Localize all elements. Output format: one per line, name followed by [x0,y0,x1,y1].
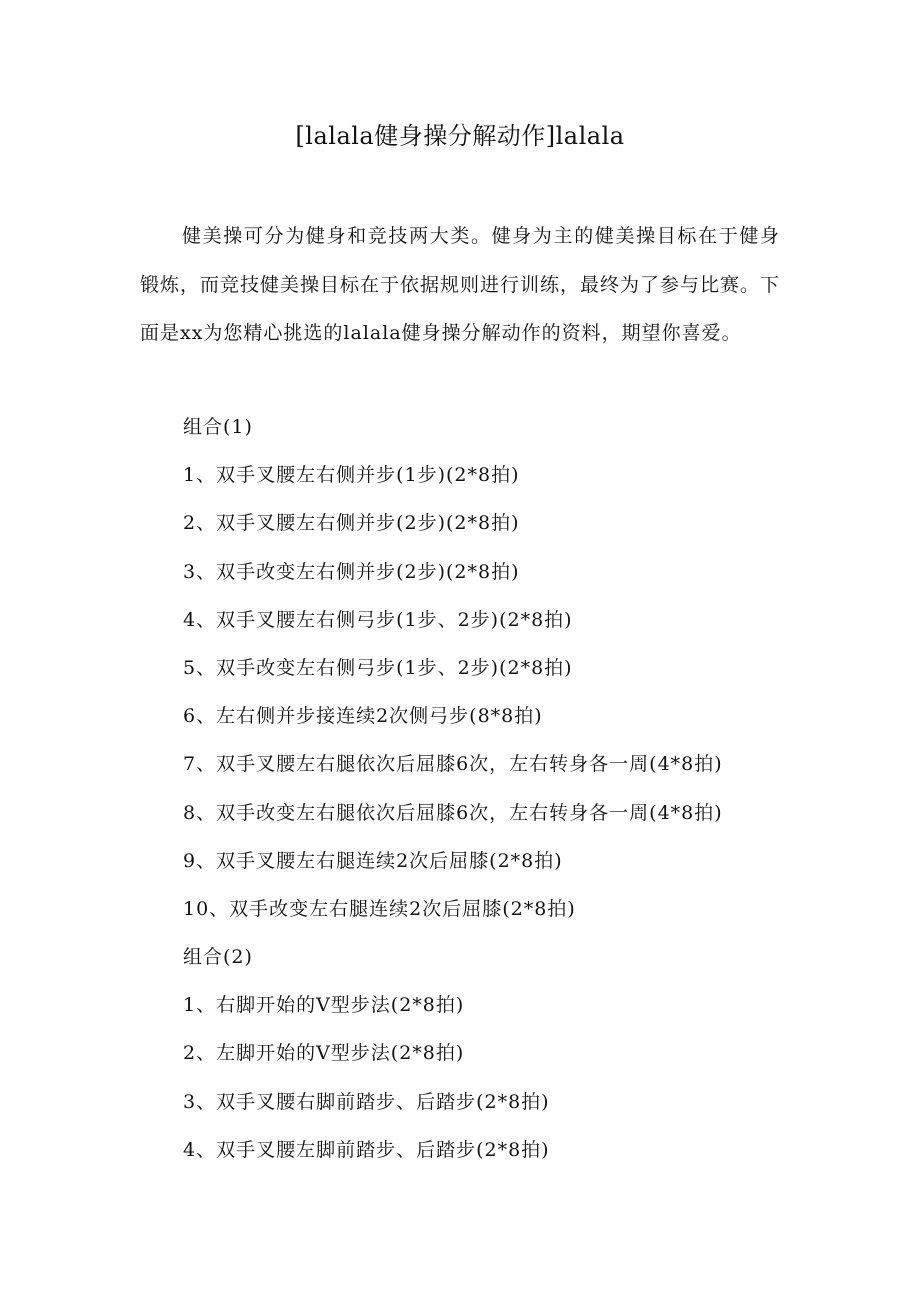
list-item: 9、双手叉腰左右腿连续2次后屈膝(2*8拍) [183,849,563,872]
section-heading-2: 组合(2) [183,946,253,969]
list-item: 2、左脚开始的V型步法(2*8拍) [183,1042,465,1065]
list-item: 3、双手叉腰右脚前踏步、后踏步(2*8拍) [183,1090,550,1113]
list-item: 3、双手改变左右侧并步(2步)(2*8拍) [183,560,520,583]
document-title: [lalala健身操分解动作]lalala [295,122,625,150]
section-heading-1: 组合(1) [183,416,253,438]
list-item: 4、双手叉腰左右侧弓步(1步、2步)(2*8拍) [183,608,573,631]
list-item: 4、双手叉腰左脚前踏步、后踏步(2*8拍) [183,1138,550,1161]
content-list [183,403,803,1174]
list-item: 5、双手改变左右侧弓步(1步、2步)(2*8拍) [183,656,573,679]
list-item: 2、双手叉腰左右侧并步(2步)(2*8拍) [183,512,520,535]
list-item: 6、左右侧并步接连续2次侧弓步(8*8拍) [183,705,543,728]
list-item: 1、右脚开始的V型步法(2*8拍) [183,994,465,1017]
intro-paragraph: 健美操可分为健身和竞技两大类。健身为主的健美操目标在于健身锻炼，而竞技健美操目标在于依据规则进行训练，最终为了参与比赛。下面是xx为您精心挑选的lalala健身操分解动作的资料，期望你喜爱。 [140,225,781,344]
list-item: 1、双手叉腰左右侧并步(1步)(2*8拍) [183,464,520,487]
list-item: 7、双手叉腰左右腿依次后屈膝6次，左右转身各一周(4*8拍) [183,753,723,776]
list-item: 10、双手改变左右腿连续2次后屈膝(2*8拍) [183,897,576,920]
list-item: 8、双手改变左右腿依次后屈膝6次，左右转身各一周(4*8拍) [183,801,723,824]
